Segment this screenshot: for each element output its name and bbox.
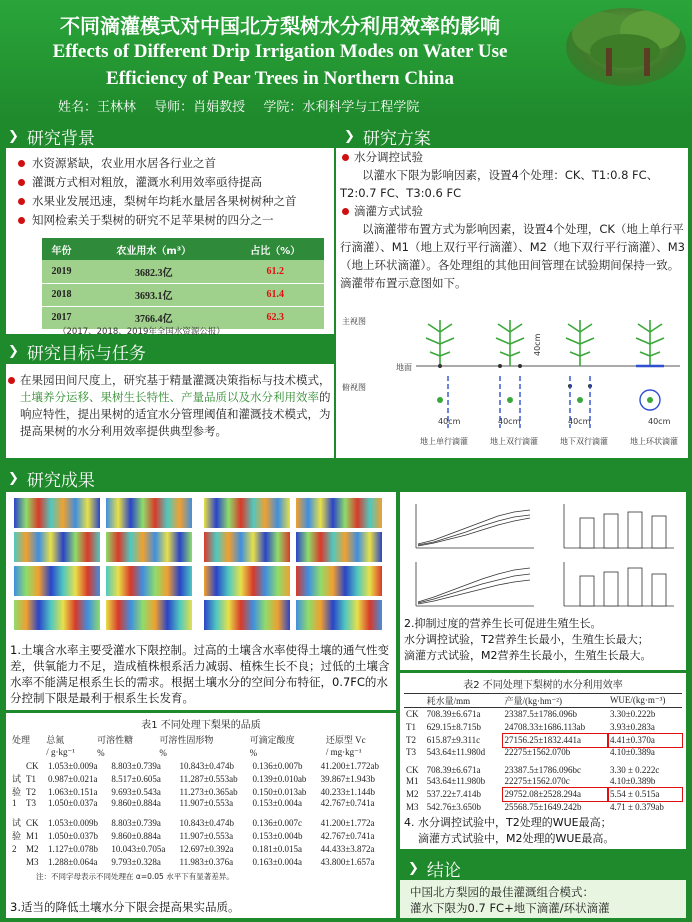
section-goals-heading: ❯ 研究目标与任务: [8, 343, 146, 364]
soil-moisture-map: [204, 532, 290, 562]
table-row: CK 708.39±6.671a 23387.5±1786.096bc 3.30 ± 0.222c: [404, 761, 682, 775]
soil-moisture-map: [204, 600, 290, 630]
wue-table-grid: [404, 693, 682, 814]
list-item: 水资源紧缺，农业用水居各行业之首: [16, 154, 326, 173]
list-item: 灌溉方式相对粗放，灌溉水利用效率亟待提高: [16, 173, 326, 192]
soil-moisture-map: [106, 600, 192, 630]
soil-moisture-map: [296, 600, 382, 630]
wue-table: [404, 693, 682, 814]
arrow-icon: ❯: [8, 343, 19, 359]
goals-text: 在果园田间尺度上，研究基于精量灌溉决策指标与技术模式，土壤养分运移、果树生长特性、产量品质以及水分利用效率的响应特性，提出果树的适宜水分管理阈值和灌溉技术模式，为提高果树的水分利用效率提供典型参考。: [20, 373, 331, 438]
quality-table: [10, 733, 392, 759]
arrow-icon: ❯: [8, 128, 19, 144]
growth-charts: [404, 496, 684, 614]
section-plan-heading: ❯ 研究方案: [344, 128, 431, 149]
agri-water-table: [42, 238, 324, 330]
soil-moisture-panel: [6, 492, 396, 710]
result-1-text: 1.土壤含水率主要受灌水下限控制。过高的土壤含水率使得土壤的通气性变差，供氧能力不足，造成植株根系活力减弱、植株生长不良；过低的土壤含水率不能满足根系生长的需求。根据土壤水分的空间分布特征，0.7FC的水分控制下限是最利于根系生长发育。: [10, 643, 390, 705]
soil-moisture-map: [296, 532, 382, 562]
table-header-row: 耗水量/mm 产量/(kg·hm⁻²) WUE/(kg·m⁻³): [404, 694, 682, 708]
table-row: 验 M1 1.050±0.037b 9.860±0.884a 11.907±0.553a 0.153±0.004b 42.767±0.741a: [12, 830, 375, 841]
author-name: 姓名：王林林: [58, 100, 137, 115]
quality-table-panel: [6, 713, 396, 918]
arrow-icon: ❯: [8, 470, 19, 486]
table-header-row: 处理 总氮 可溶性糖 可溶性固形物 可滴定酸度 还原型 Vc: [12, 735, 366, 745]
soil-moisture-map: [14, 498, 100, 528]
table-row: M3 542.76±3.650b 25568.75±1649.242b 4.71 ± 0.379ab: [406, 802, 664, 812]
table-row: 试 T1 0.987±0.021a 8.517±0.605a 11.287±0.553ab 0.139±0.010ab 39.867±1.943b: [12, 773, 376, 784]
soil-moisture-map: [106, 498, 192, 528]
table-row: M2 537.22±7.414b 29752.08±2528.294a 5.54 ± 0.515a: [404, 788, 682, 801]
soil-moisture-map: [204, 498, 290, 528]
layout-label: 地上单行滴灌: [420, 437, 468, 446]
table-header: 年份: [42, 238, 81, 260]
table-row: T2 615.87±9.311c 27156.25±1832.441a 4.41±0.370a: [404, 734, 682, 747]
result-4-text: 4. 水分调控试验中，T2处理的WUE最高； 滴灌方式试验中，M2处理的WUE最高。: [404, 816, 615, 845]
arrow-icon: ❯: [408, 860, 419, 876]
table1-title: 表1 不同处理下梨果的品质: [141, 720, 261, 731]
layout-label: 地下双行滴灌: [560, 437, 608, 446]
distance-label: 40cm: [568, 417, 591, 426]
growth-panel: [400, 492, 686, 670]
table-row: 验 T2 1.063±0.151a 9.693±0.543a 11.273±0.365ab 0.150±0.013ab 40.233±1.144b: [12, 786, 376, 797]
advisor-name: 导师：肖娟教授: [154, 100, 246, 115]
ground-label: 地面: [396, 363, 412, 372]
table-row: 2018 3693.1亿 61.4: [42, 283, 324, 306]
table-row: 2 M2 1.127±0.078b 10.043±0.705a 12.697±0.392a 0.181±0.015a 44.433±3.872a: [12, 843, 375, 854]
drip-layout-diagram: [340, 312, 686, 454]
table1-note: 注：不同字母表示不同处理在 α=0.05 水平下有显著差异。: [36, 872, 234, 881]
layout-label: 地上环状滴灌: [630, 437, 678, 446]
table-row: 2019 3682.3亿 61.2: [42, 260, 324, 283]
arrow-icon: ❯: [344, 128, 355, 144]
table-row: 1 T3 1.050±0.037a 9.860±0.884a 11.907±0.553a 0.153±0.004a 42.767±0.741a: [12, 798, 375, 808]
plan-bullet-water: 水分调控试验: [340, 148, 686, 166]
plan-text: [340, 148, 686, 292]
table-row: CK 1.053±0.009a 8.803±0.739a 10.843±0.474b 0.136±0.007b 41.200±1.772ab: [26, 760, 380, 771]
quality-table-body: [10, 759, 392, 868]
soil-moisture-map: [296, 498, 382, 528]
section-background-heading: ❯ 研究背景: [8, 128, 95, 149]
section-conclusion-heading: ❯ 结论: [408, 860, 461, 881]
top-view-label: 俯视图: [342, 383, 366, 392]
list-item: 知网检索关于梨树的研究不足苹果树的四分之一: [16, 211, 326, 230]
soil-moisture-map: [106, 532, 192, 562]
soil-moisture-map: [14, 600, 100, 630]
table-row: M3 1.288±0.064a 9.793±0.328a 11.983±0.376a 0.163±0.004a 43.800±1.657a: [26, 856, 375, 867]
author-line: [58, 96, 433, 115]
plan-water-text: 以灌水下限为影响因素，设置4个处理：CK、T1:0.8 FC、T2:0.7 FC、T3:0.6 FC: [340, 168, 659, 200]
soil-moisture-map: [14, 566, 100, 596]
soil-moisture-maps: [14, 498, 388, 634]
main-view-label: 主视图: [342, 317, 366, 326]
table-row: M1 543.64±11.980b 22275±1562.070c 4.10±0.389b: [406, 776, 656, 786]
table-source-note: （2017、2018、2019年全国水资源公报）: [58, 327, 225, 337]
section-results-heading: ❯ 研究成果: [8, 470, 95, 491]
result-2-text: 2.抑制过度的营养生长可促进生殖生长。 水分调控试验，T2营养生长最小，生殖生长最大； 滴灌方式试验，M2营养生长最小，生殖生长最大。: [404, 617, 652, 662]
conclusion-text: 中国北方梨园的最佳灌溉组合模式： 灌水下限为0.7 FC+地下滴灌/环状滴灌: [410, 885, 610, 915]
wue-table-panel: [400, 673, 686, 849]
background-bullets: [6, 148, 334, 230]
table-row: T3 543.64±11.980d 22275±1562.070b 4.10±0.389a: [406, 746, 655, 757]
school-name: 学院：水利科学与工程学院: [263, 100, 420, 115]
list-item: 水果业发展迅速，梨树年均耗水量居各果树树种之首: [16, 192, 326, 211]
pear-tree-photo: [566, 8, 686, 86]
table-unit-row: / g·kg⁻¹ % % % / mg·kg⁻¹: [46, 747, 362, 758]
plan-drip-text: 以滴灌带布置方式为影响因素，设置4个处理，CK（地上单行平行滴灌）、M1（地上双行平行滴灌）、M2（地下双行平行滴灌）、M3（地上环状滴灌）。各处理组的其他田间管理在试验期间保持一致。滴灌带布置示意图如下。: [340, 222, 685, 290]
table-row: 试 CK 1.053±0.009b 8.803±0.739a 10.843±0.474b 0.136±0.007c 41.200±1.772a: [10, 812, 392, 829]
table-row: 2017 3766.4亿 62.3: [42, 306, 324, 329]
depth-label: 40cm: [533, 333, 542, 356]
table-header: 农业用水（m³）: [81, 238, 227, 260]
distance-label: 40cm: [648, 417, 671, 426]
table-row: T1 629.15±8.715b 24708.33±1686.113ab 3.93±0.283a: [406, 722, 655, 732]
distance-label: 40cm: [498, 417, 521, 426]
soil-moisture-map: [14, 532, 100, 562]
soil-moisture-map: [204, 566, 290, 596]
poster-header: [0, 0, 692, 118]
table-row: CK 708.39±6.671a 23387.5±1786.096b 3.30±0.222b: [406, 709, 656, 720]
table-header: 占比（%）: [227, 238, 324, 260]
title-english: Effects of Different Drip Irrigation Modes on Water Use Efficiency of Pear Trees in Northern China: [52, 41, 508, 89]
soil-moisture-map: [296, 566, 382, 596]
distance-label: 40cm: [438, 417, 461, 426]
quality-table-rows: [10, 759, 392, 868]
layout-label: 地上双行滴灌: [490, 437, 538, 446]
table2-title: 表2 不同处理下梨树的水分利用效率: [463, 680, 623, 691]
plan-bullet-drip: 滴灌方式试验: [340, 202, 686, 220]
soil-moisture-map: [106, 566, 192, 596]
title-chinese: 不同滴灌模式对中国北方梨树水分利用效率的影响: [60, 14, 500, 38]
result-3-text: 3.适当的降低土壤水分下限会提高果实品质。: [10, 900, 240, 914]
